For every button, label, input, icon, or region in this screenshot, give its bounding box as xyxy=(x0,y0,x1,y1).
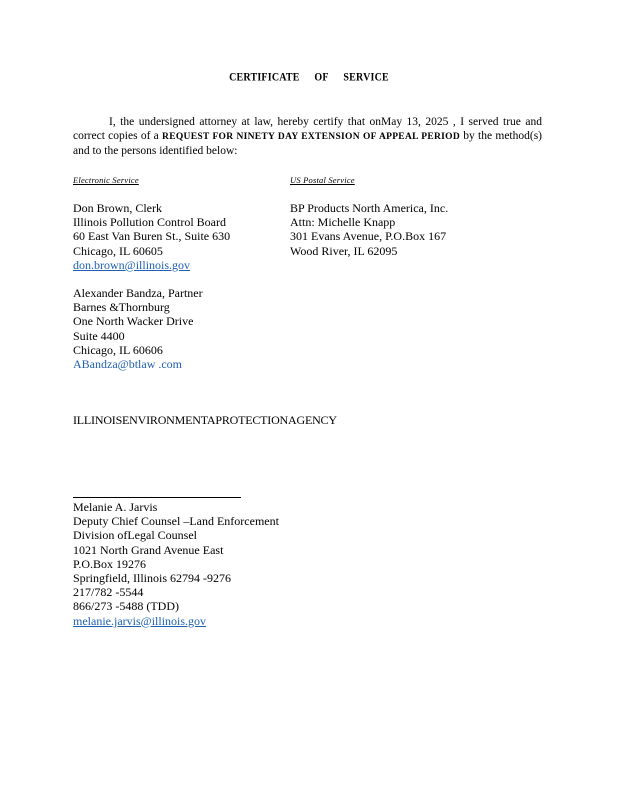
signer-block xyxy=(73,500,279,628)
signer-line: 866/273 -5488 (TDD) xyxy=(73,599,179,614)
signer-line: Division ofLegal Counsel xyxy=(73,528,197,543)
recipient-line: One North Wacker Drive xyxy=(73,314,194,329)
agency-name: ILLINOISENVIRONMENTAPROTECTIONAGENCY xyxy=(73,413,337,427)
intro-text-2: , I served true and correct copies of a xyxy=(73,116,542,142)
recipient-line: Alexander Bandza, Partner xyxy=(73,286,203,300)
title-word-service: SERVICE xyxy=(343,71,389,84)
signer-line: Deputy Chief Counsel –Land Enforcement xyxy=(73,514,279,529)
recipient-line: 60 East Van Buren St., Suite 630 xyxy=(73,229,231,244)
email-link-melanie-jarvis[interactable]: melanie.jarvis@illinois.gov xyxy=(73,613,207,628)
electronic-service-header: Electronic Service xyxy=(73,175,139,185)
document-title xyxy=(0,71,618,84)
intro-text-1: I, the undersigned attorney at law, hereby certify that on xyxy=(109,116,381,128)
recipient-line: Barnes &Thornburg xyxy=(73,300,170,315)
title-word-of: OF xyxy=(314,71,329,84)
signer-line: 1021 North Grand Avenue East xyxy=(73,542,224,557)
postal-service-header: US Postal Service xyxy=(290,175,355,185)
recipient-line: Don Brown, Clerk xyxy=(73,201,162,215)
service-date: May 13, 2025 xyxy=(381,116,449,128)
recipient-line: Suite 4400 xyxy=(73,328,125,343)
email-link-don-brown[interactable]: don.brown@illinois.gov xyxy=(73,257,191,272)
recipient-line: Attn: Michelle Knapp xyxy=(290,215,396,230)
intro-text-3: by the method(s) and to the persons identified below: xyxy=(73,130,542,157)
email-link-abandza[interactable]: ABandza@btlaw .com xyxy=(73,357,183,372)
document-name: REQUEST FOR NINETY DAY EXTENSION OF APPEAL PERIOD xyxy=(162,132,461,142)
recipient-line: Chicago, IL 60606 xyxy=(73,342,163,357)
recipient-line: Chicago, IL 60605 xyxy=(73,243,163,258)
title-word-certificate: CERTIFICATE xyxy=(229,71,300,84)
signature-line xyxy=(73,497,241,498)
recipient-line: BP Products North America, Inc. xyxy=(290,201,449,215)
certification-paragraph xyxy=(73,115,542,158)
recipient-block-alexander-bandza xyxy=(73,286,203,371)
signer-line: Springfield, Illinois 62794 -9276 xyxy=(73,571,231,586)
signer-line: Melanie A. Jarvis xyxy=(73,500,158,514)
recipient-block-bp-products xyxy=(290,201,448,258)
recipient-block-don-brown xyxy=(73,201,230,272)
signer-line: 217/782 -5544 xyxy=(73,585,144,600)
recipient-line: 301 Evans Avenue, P.O.Box 167 xyxy=(290,229,447,244)
signer-line: P.O.Box 19276 xyxy=(73,556,147,571)
recipient-line: Illinois Pollution Control Board xyxy=(73,215,227,230)
recipient-line: Wood River, IL 62095 xyxy=(290,243,398,258)
